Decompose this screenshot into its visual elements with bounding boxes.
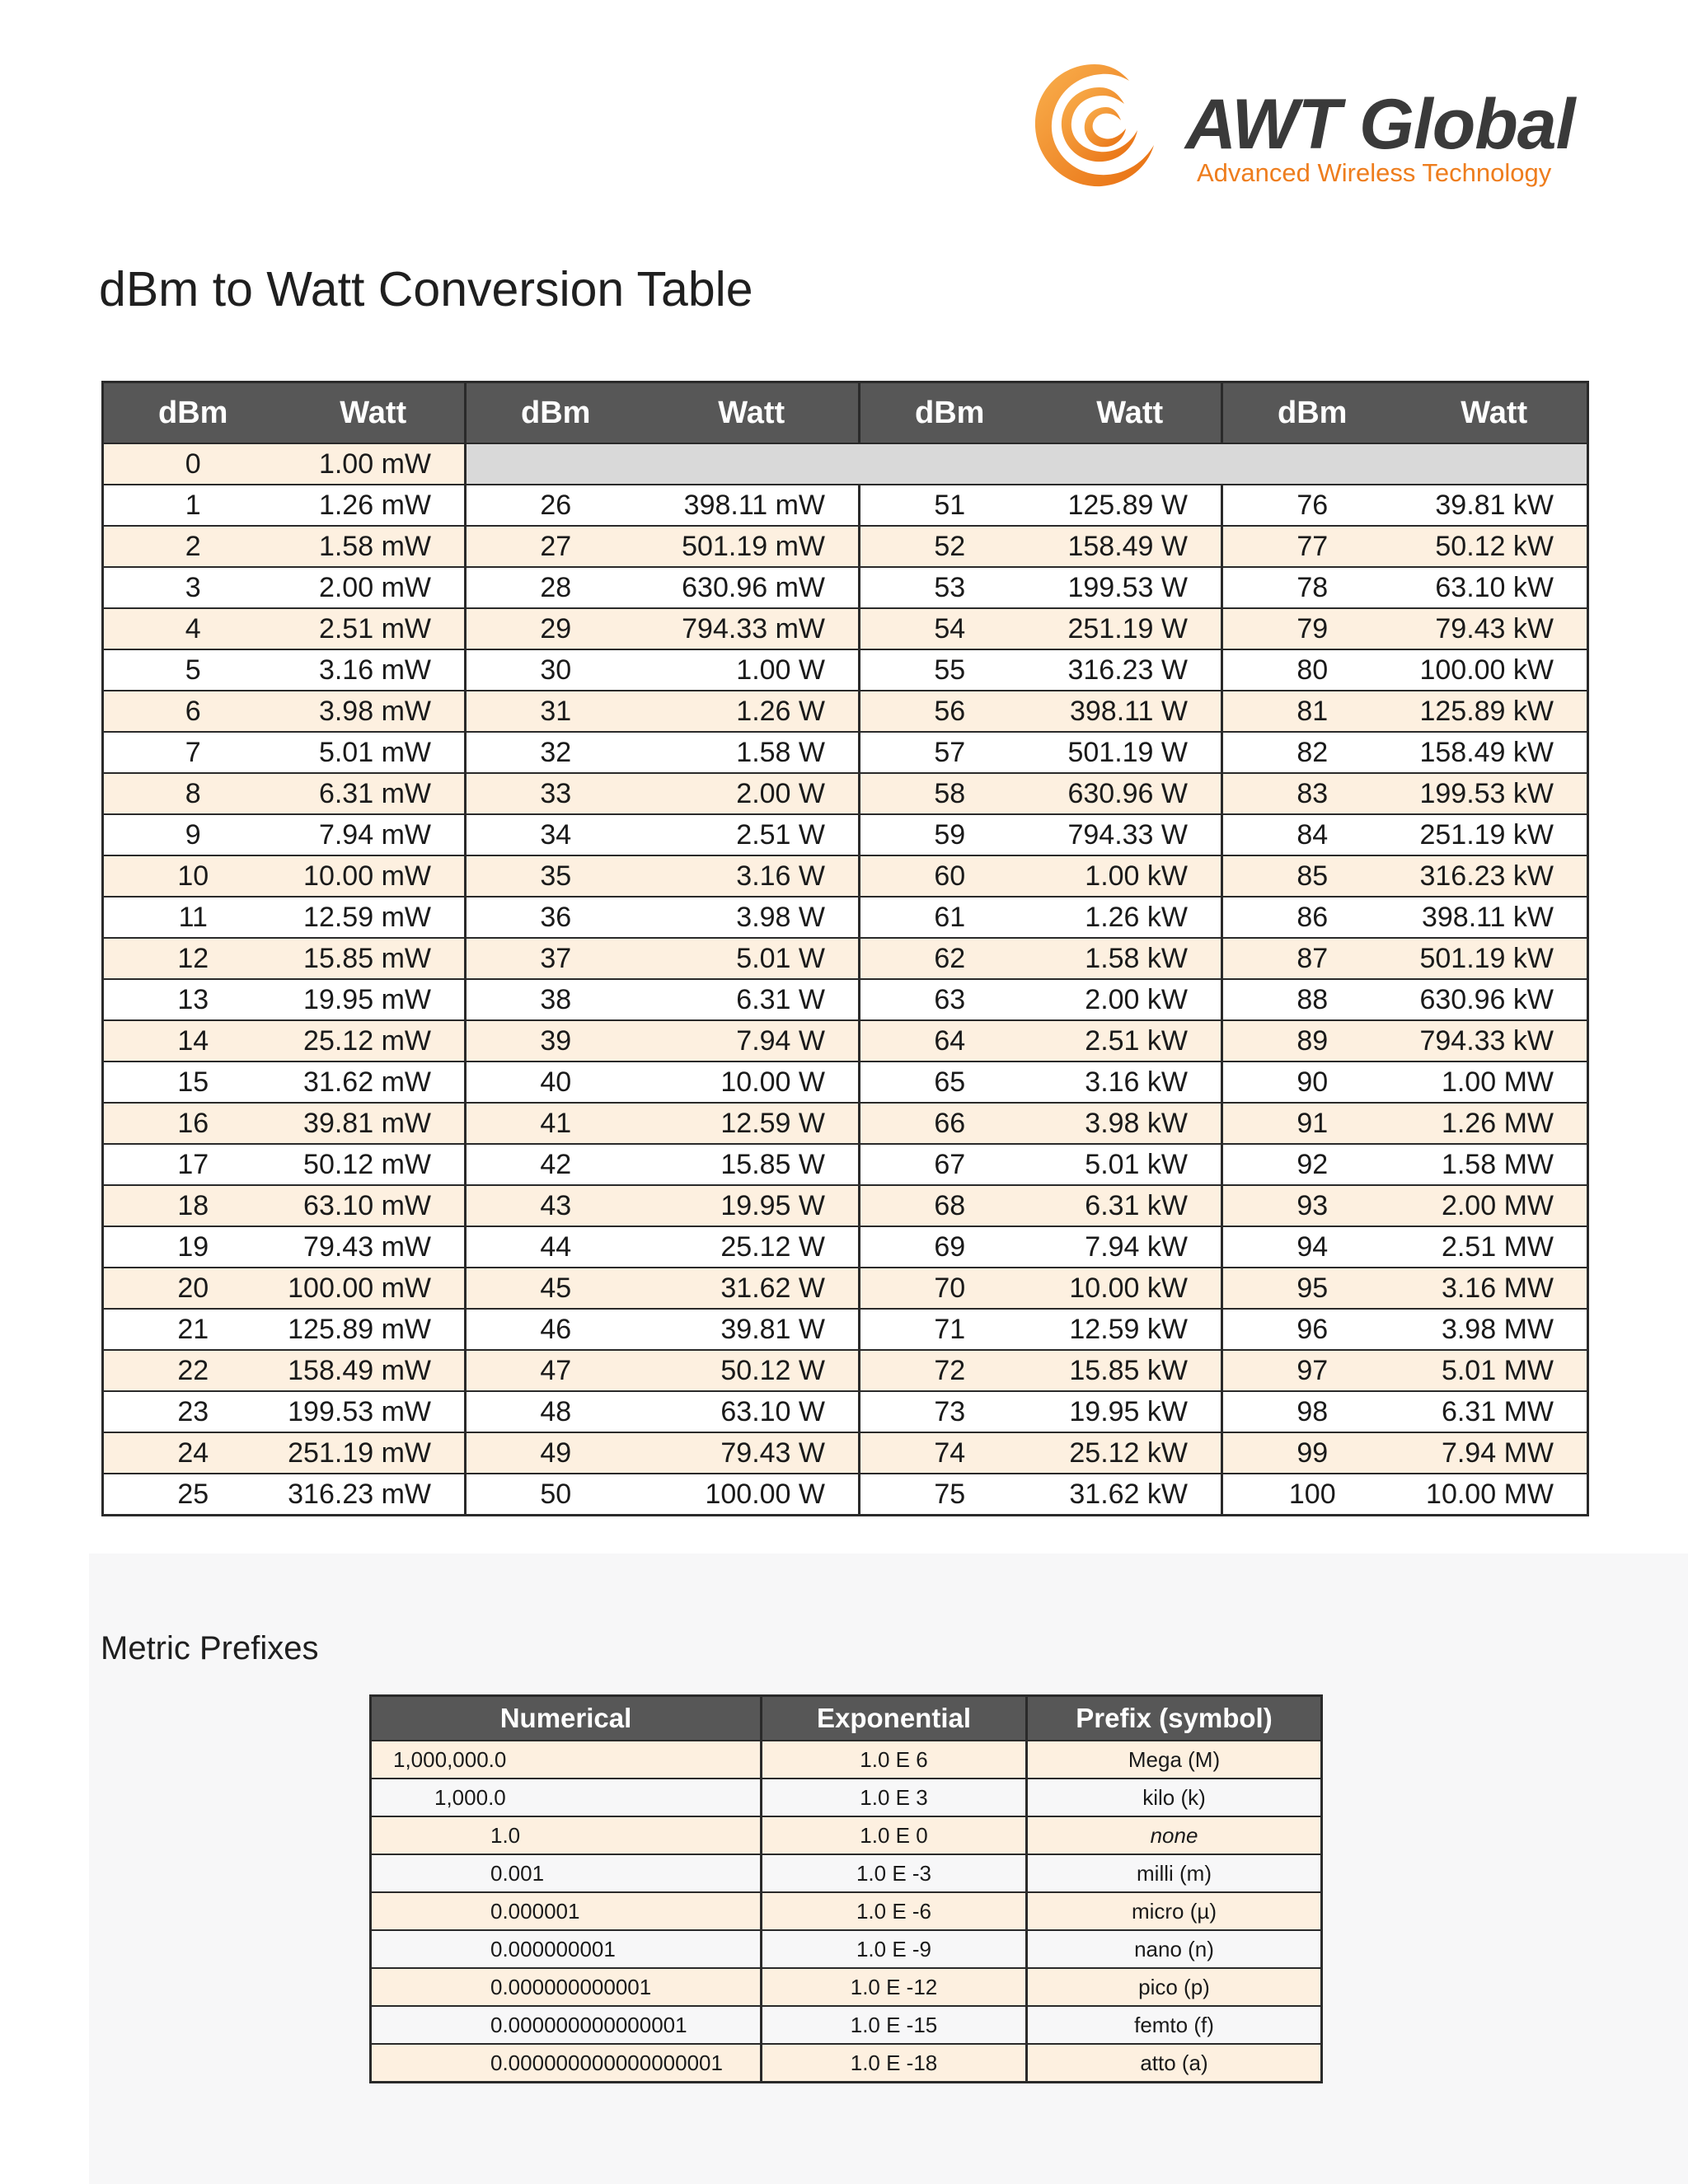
watt-cell: 31.62 kW	[1039, 1474, 1222, 1516]
watt-cell: 3.16 kW	[1039, 1062, 1222, 1103]
numerical-cell: 0.000000000001	[371, 1968, 762, 2006]
watt-cell: 10.00 W	[645, 1062, 860, 1103]
col-header-dbm: dBm	[466, 382, 645, 444]
watt-cell: 12.59 mW	[283, 897, 466, 938]
watt-cell: 251.19 mW	[283, 1432, 466, 1474]
dbm-cell: 30	[466, 649, 645, 691]
dbm-cell: 24	[103, 1432, 283, 1474]
dbm-cell: 38	[466, 979, 645, 1020]
watt-cell: 398.11 mW	[645, 485, 860, 526]
dbm-cell: 37	[466, 938, 645, 979]
dbm-cell: 73	[860, 1391, 1039, 1432]
watt-cell: 15.85 mW	[283, 938, 466, 979]
dbm-cell: 94	[1222, 1226, 1402, 1268]
table-row	[371, 1741, 1322, 1779]
dbm-cell: 14	[103, 1020, 283, 1062]
table-row	[103, 1391, 1588, 1432]
dbm-cell: 66	[860, 1103, 1039, 1144]
exponential-cell: 1.0 E -6	[762, 1892, 1027, 1930]
dbm-cell: 29	[466, 608, 645, 649]
dbm-cell: 1	[103, 485, 283, 526]
dbm-cell: 21	[103, 1309, 283, 1350]
table-row	[103, 608, 1588, 649]
table-header-row	[371, 1696, 1322, 1741]
col-header-watt: Watt	[1402, 382, 1588, 444]
dbm-cell: 17	[103, 1144, 283, 1185]
col-header-dbm: dBm	[103, 382, 283, 444]
prefix-cell: pico (p)	[1027, 1968, 1322, 2006]
col-header-watt: Watt	[283, 382, 466, 444]
page-title: dBm to Watt Conversion Table	[99, 262, 753, 316]
watt-cell: 630.96 mW	[645, 567, 860, 608]
watt-cell: 39.81 W	[645, 1309, 860, 1350]
dbm-cell: 54	[860, 608, 1039, 649]
watt-cell: 6.31 MW	[1402, 1391, 1588, 1432]
watt-cell: 3.16 MW	[1402, 1268, 1588, 1309]
watt-cell: 2.51 W	[645, 814, 860, 855]
dbm-cell: 86	[1222, 897, 1402, 938]
watt-cell: 79.43 kW	[1402, 608, 1588, 649]
dbm-cell: 8	[103, 773, 283, 814]
watt-cell: 100.00 W	[645, 1474, 860, 1516]
dbm-cell: 0	[103, 443, 283, 485]
watt-cell: 25.12 W	[645, 1226, 860, 1268]
prefix-cell: micro (µ)	[1027, 1892, 1322, 1930]
dbm-cell: 70	[860, 1268, 1039, 1309]
table-row	[103, 1432, 1588, 1474]
table-row	[103, 855, 1588, 897]
dbm-cell: 35	[466, 855, 645, 897]
exponential-cell: 1.0 E 0	[762, 1816, 1027, 1854]
col-header-exponential: Exponential	[762, 1696, 1027, 1741]
dbm-cell: 91	[1222, 1103, 1402, 1144]
col-header-numerical: Numerical	[371, 1696, 762, 1741]
watt-cell: 199.53 W	[1039, 567, 1222, 608]
watt-cell: 1.26 mW	[283, 485, 466, 526]
table-row	[103, 1309, 1588, 1350]
dbm-cell: 12	[103, 938, 283, 979]
table-row	[103, 567, 1588, 608]
table-row	[103, 1103, 1588, 1144]
dbm-cell: 65	[860, 1062, 1039, 1103]
numerical-cell: 0.000001	[371, 1892, 762, 1930]
table-row	[371, 1816, 1322, 1854]
dbm-cell: 77	[1222, 526, 1402, 567]
watt-cell: 3.98 kW	[1039, 1103, 1222, 1144]
watt-cell: 316.23 W	[1039, 649, 1222, 691]
watt-cell: 50.12 mW	[283, 1144, 466, 1185]
exponential-cell: 1.0 E -3	[762, 1854, 1027, 1892]
dbm-cell: 40	[466, 1062, 645, 1103]
dbm-cell: 3	[103, 567, 283, 608]
dbm-cell: 53	[860, 567, 1039, 608]
watt-cell: 100.00 mW	[283, 1268, 466, 1309]
watt-cell: 3.98 mW	[283, 691, 466, 732]
dbm-cell: 99	[1222, 1432, 1402, 1474]
prefix-cell: femto (f)	[1027, 2006, 1322, 2044]
table-row	[103, 1350, 1588, 1391]
watt-cell: 63.10 kW	[1402, 567, 1588, 608]
table-row	[103, 691, 1588, 732]
watt-cell: 199.53 mW	[283, 1391, 466, 1432]
watt-cell: 5.01 W	[645, 938, 860, 979]
watt-cell: 5.01 kW	[1039, 1144, 1222, 1185]
watt-cell: 251.19 W	[1039, 608, 1222, 649]
dbm-cell: 62	[860, 938, 1039, 979]
table-row	[103, 979, 1588, 1020]
watt-cell: 2.00 mW	[283, 567, 466, 608]
dbm-cell: 39	[466, 1020, 645, 1062]
table-row	[103, 897, 1588, 938]
dbm-cell: 81	[1222, 691, 1402, 732]
dbm-cell: 23	[103, 1391, 283, 1432]
watt-cell: 398.11 W	[1039, 691, 1222, 732]
watt-cell: 15.85 kW	[1039, 1350, 1222, 1391]
dbm-cell: 51	[860, 485, 1039, 526]
watt-cell: 19.95 mW	[283, 979, 466, 1020]
watt-cell: 251.19 kW	[1402, 814, 1588, 855]
watt-cell: 25.12 kW	[1039, 1432, 1222, 1474]
numerical-cell: 0.001	[371, 1854, 762, 1892]
table-row	[371, 1968, 1322, 2006]
metric-prefixes-table	[369, 1694, 1323, 2083]
dbm-cell: 25	[103, 1474, 283, 1516]
table-row	[103, 1020, 1588, 1062]
watt-cell: 2.00 W	[645, 773, 860, 814]
numerical-cell: 0.000000001	[371, 1930, 762, 1968]
table-row	[103, 443, 1588, 485]
table-row	[103, 814, 1588, 855]
watt-cell: 630.96 W	[1039, 773, 1222, 814]
dbm-cell: 60	[860, 855, 1039, 897]
dbm-cell: 16	[103, 1103, 283, 1144]
watt-cell: 2.51 mW	[283, 608, 466, 649]
watt-cell: 398.11 kW	[1402, 897, 1588, 938]
dbm-cell: 28	[466, 567, 645, 608]
dbm-cell: 96	[1222, 1309, 1402, 1350]
watt-cell: 6.31 kW	[1039, 1185, 1222, 1226]
dbm-cell: 74	[860, 1432, 1039, 1474]
watt-cell: 10.00 MW	[1402, 1474, 1588, 1516]
watt-cell: 501.19 W	[1039, 732, 1222, 773]
prefix-cell: milli (m)	[1027, 1854, 1322, 1892]
dbm-cell: 75	[860, 1474, 1039, 1516]
dbm-cell: 88	[1222, 979, 1402, 1020]
table-row	[103, 1144, 1588, 1185]
table-row	[371, 1930, 1322, 1968]
dbm-cell: 19	[103, 1226, 283, 1268]
watt-cell: 6.31 mW	[283, 773, 466, 814]
dbm-cell: 36	[466, 897, 645, 938]
dbm-cell: 67	[860, 1144, 1039, 1185]
watt-cell: 12.59 W	[645, 1103, 860, 1144]
watt-cell: 1.58 kW	[1039, 938, 1222, 979]
watt-cell: 3.16 W	[645, 855, 860, 897]
dbm-cell: 4	[103, 608, 283, 649]
watt-cell: 10.00 kW	[1039, 1268, 1222, 1309]
numerical-cell: 0.000000000000000001	[371, 2044, 762, 2083]
table-row	[371, 2044, 1322, 2083]
brand-logo	[1029, 59, 1575, 199]
table-row	[103, 732, 1588, 773]
empty-cell	[466, 443, 1588, 485]
dbm-cell: 93	[1222, 1185, 1402, 1226]
dbm-cell: 58	[860, 773, 1039, 814]
dbm-cell: 63	[860, 979, 1039, 1020]
dbm-cell: 83	[1222, 773, 1402, 814]
watt-cell: 3.98 MW	[1402, 1309, 1588, 1350]
dbm-cell: 64	[860, 1020, 1039, 1062]
watt-cell: 316.23 kW	[1402, 855, 1588, 897]
dbm-cell: 90	[1222, 1062, 1402, 1103]
watt-cell: 1.00 kW	[1039, 855, 1222, 897]
table-row	[371, 1854, 1322, 1892]
watt-cell: 1.26 MW	[1402, 1103, 1588, 1144]
watt-cell: 2.51 MW	[1402, 1226, 1588, 1268]
watt-cell: 5.01 mW	[283, 732, 466, 773]
prefix-cell: none	[1027, 1816, 1322, 1854]
watt-cell: 50.12 kW	[1402, 526, 1588, 567]
dbm-cell: 49	[466, 1432, 645, 1474]
numerical-cell: 1,000.0	[371, 1779, 762, 1816]
dbm-watt-table	[101, 381, 1589, 1516]
watt-cell: 2.00 kW	[1039, 979, 1222, 1020]
exponential-cell: 1.0 E -18	[762, 2044, 1027, 2083]
dbm-cell: 87	[1222, 938, 1402, 979]
watt-cell: 125.89 kW	[1402, 691, 1588, 732]
watt-cell: 1.58 W	[645, 732, 860, 773]
dbm-cell: 31	[466, 691, 645, 732]
watt-cell: 79.43 mW	[283, 1226, 466, 1268]
dbm-cell: 13	[103, 979, 283, 1020]
watt-cell: 630.96 kW	[1402, 979, 1588, 1020]
watt-cell: 63.10 W	[645, 1391, 860, 1432]
table-row	[103, 649, 1588, 691]
watt-cell: 3.98 W	[645, 897, 860, 938]
table-row	[103, 526, 1588, 567]
dbm-cell: 57	[860, 732, 1039, 773]
dbm-cell: 68	[860, 1185, 1039, 1226]
watt-cell: 5.01 MW	[1402, 1350, 1588, 1391]
dbm-cell: 5	[103, 649, 283, 691]
dbm-cell: 79	[1222, 608, 1402, 649]
watt-cell: 79.43 W	[645, 1432, 860, 1474]
watt-cell: 10.00 mW	[283, 855, 466, 897]
numerical-cell: 1,000,000.0	[371, 1741, 762, 1779]
watt-cell: 2.00 MW	[1402, 1185, 1588, 1226]
dbm-cell: 80	[1222, 649, 1402, 691]
dbm-cell: 27	[466, 526, 645, 567]
exponential-cell: 1.0 E -9	[762, 1930, 1027, 1968]
table-row	[103, 938, 1588, 979]
dbm-cell: 71	[860, 1309, 1039, 1350]
dbm-cell: 76	[1222, 485, 1402, 526]
exponential-cell: 1.0 E 6	[762, 1741, 1027, 1779]
dbm-cell: 72	[860, 1350, 1039, 1391]
watt-cell: 19.95 kW	[1039, 1391, 1222, 1432]
watt-cell: 2.51 kW	[1039, 1020, 1222, 1062]
dbm-cell: 50	[466, 1474, 645, 1516]
exponential-cell: 1.0 E -15	[762, 2006, 1027, 2044]
watt-cell: 125.89 W	[1039, 485, 1222, 526]
dbm-cell: 45	[466, 1268, 645, 1309]
col-header-dbm: dBm	[860, 382, 1039, 444]
dbm-cell: 44	[466, 1226, 645, 1268]
watt-cell: 7.94 mW	[283, 814, 466, 855]
table-row	[103, 485, 1588, 526]
dbm-cell: 10	[103, 855, 283, 897]
dbm-cell: 46	[466, 1309, 645, 1350]
watt-cell: 7.94 W	[645, 1020, 860, 1062]
watt-cell: 15.85 W	[645, 1144, 860, 1185]
dbm-cell: 98	[1222, 1391, 1402, 1432]
table-row	[103, 1474, 1588, 1516]
prefix-cell: kilo (k)	[1027, 1779, 1322, 1816]
table-row	[103, 773, 1588, 814]
dbm-cell: 92	[1222, 1144, 1402, 1185]
watt-cell: 39.81 kW	[1402, 485, 1588, 526]
numerical-cell: 0.000000000000001	[371, 2006, 762, 2044]
prefix-cell: atto (a)	[1027, 2044, 1322, 2083]
watt-cell: 39.81 mW	[283, 1103, 466, 1144]
watt-cell: 31.62 W	[645, 1268, 860, 1309]
col-header-watt: Watt	[645, 382, 860, 444]
watt-cell: 794.33 W	[1039, 814, 1222, 855]
brand-name: AWT Global	[1185, 85, 1575, 164]
dbm-cell: 9	[103, 814, 283, 855]
dbm-cell: 43	[466, 1185, 645, 1226]
dbm-cell: 15	[103, 1062, 283, 1103]
dbm-cell: 78	[1222, 567, 1402, 608]
watt-cell: 794.33 mW	[645, 608, 860, 649]
brand-tagline: Advanced Wireless Technology	[1197, 158, 1552, 187]
dbm-cell: 69	[860, 1226, 1039, 1268]
dbm-cell: 55	[860, 649, 1039, 691]
dbm-cell: 34	[466, 814, 645, 855]
watt-cell: 7.94 kW	[1039, 1226, 1222, 1268]
watt-cell: 1.00 mW	[283, 443, 466, 485]
watt-cell: 50.12 W	[645, 1350, 860, 1391]
dbm-cell: 84	[1222, 814, 1402, 855]
dbm-cell: 47	[466, 1350, 645, 1391]
watt-cell: 316.23 mW	[283, 1474, 466, 1516]
col-header-prefix: Prefix (symbol)	[1027, 1696, 1322, 1741]
dbm-cell: 6	[103, 691, 283, 732]
watt-cell: 3.16 mW	[283, 649, 466, 691]
watt-cell: 1.58 MW	[1402, 1144, 1588, 1185]
watt-cell: 125.89 mW	[283, 1309, 466, 1350]
exponential-cell: 1.0 E 3	[762, 1779, 1027, 1816]
watt-cell: 6.31 W	[645, 979, 860, 1020]
table-row	[371, 2006, 1322, 2044]
dbm-cell: 48	[466, 1391, 645, 1432]
watt-cell: 501.19 kW	[1402, 938, 1588, 979]
watt-cell: 794.33 kW	[1402, 1020, 1588, 1062]
swirl-logo-icon	[1029, 59, 1160, 191]
watt-cell: 1.26 W	[645, 691, 860, 732]
table-row	[103, 1226, 1588, 1268]
watt-cell: 31.62 mW	[283, 1062, 466, 1103]
col-header-dbm: dBm	[1222, 382, 1402, 444]
prefix-cell: nano (n)	[1027, 1930, 1322, 1968]
watt-cell: 158.49 W	[1039, 526, 1222, 567]
dbm-cell: 18	[103, 1185, 283, 1226]
dbm-cell: 56	[860, 691, 1039, 732]
watt-cell: 158.49 kW	[1402, 732, 1588, 773]
watt-cell: 199.53 kW	[1402, 773, 1588, 814]
table-row	[371, 1779, 1322, 1816]
watt-cell: 501.19 mW	[645, 526, 860, 567]
dbm-cell: 2	[103, 526, 283, 567]
dbm-cell: 33	[466, 773, 645, 814]
dbm-cell: 32	[466, 732, 645, 773]
watt-cell: 12.59 kW	[1039, 1309, 1222, 1350]
numerical-cell: 1.0	[371, 1816, 762, 1854]
dbm-cell: 20	[103, 1268, 283, 1309]
watt-cell: 7.94 MW	[1402, 1432, 1588, 1474]
col-header-watt: Watt	[1039, 382, 1222, 444]
watt-cell: 1.26 kW	[1039, 897, 1222, 938]
dbm-cell: 11	[103, 897, 283, 938]
watt-cell: 19.95 W	[645, 1185, 860, 1226]
metric-prefixes-title: Metric Prefixes	[101, 1630, 319, 1666]
table-row	[103, 1062, 1588, 1103]
table-row	[371, 1892, 1322, 1930]
dbm-cell: 97	[1222, 1350, 1402, 1391]
dbm-cell: 26	[466, 485, 645, 526]
dbm-cell: 52	[860, 526, 1039, 567]
dbm-cell: 82	[1222, 732, 1402, 773]
dbm-cell: 42	[466, 1144, 645, 1185]
watt-cell: 1.58 mW	[283, 526, 466, 567]
dbm-cell: 85	[1222, 855, 1402, 897]
dbm-cell: 59	[860, 814, 1039, 855]
exponential-cell: 1.0 E -12	[762, 1968, 1027, 2006]
table-row	[103, 1268, 1588, 1309]
watt-cell: 158.49 mW	[283, 1350, 466, 1391]
watt-cell: 1.00 W	[645, 649, 860, 691]
watt-cell: 1.00 MW	[1402, 1062, 1588, 1103]
dbm-cell: 61	[860, 897, 1039, 938]
watt-cell: 63.10 mW	[283, 1185, 466, 1226]
prefix-cell: Mega (M)	[1027, 1741, 1322, 1779]
watt-cell: 25.12 mW	[283, 1020, 466, 1062]
dbm-cell: 89	[1222, 1020, 1402, 1062]
dbm-cell: 95	[1222, 1268, 1402, 1309]
table-row	[103, 1185, 1588, 1226]
dbm-cell: 7	[103, 732, 283, 773]
table-header-row	[103, 382, 1588, 444]
watt-cell: 100.00 kW	[1402, 649, 1588, 691]
dbm-cell: 22	[103, 1350, 283, 1391]
dbm-cell: 100	[1222, 1474, 1402, 1516]
dbm-cell: 41	[466, 1103, 645, 1144]
